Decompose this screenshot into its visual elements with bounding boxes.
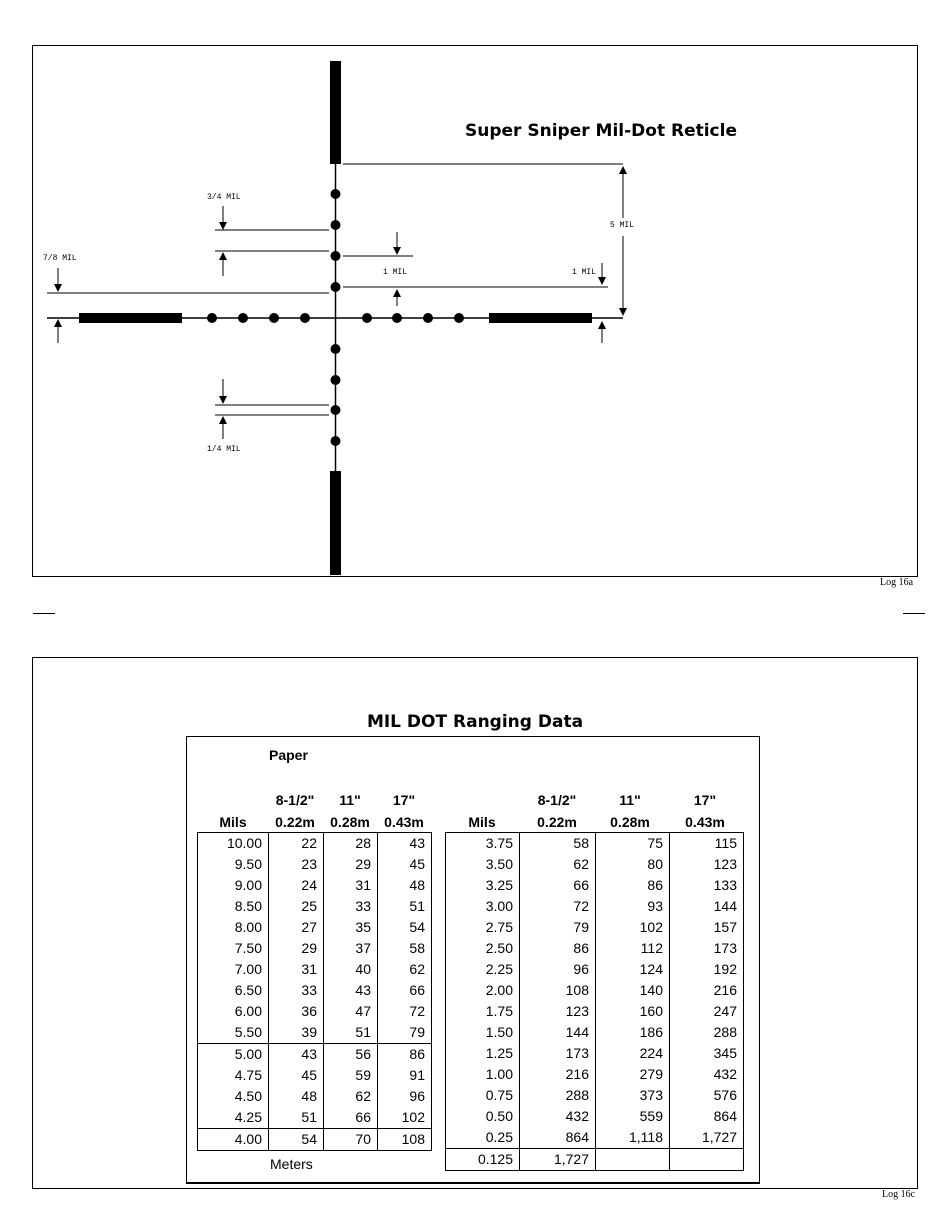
mils-cell: 3.00 [446,896,520,917]
range-cell: 173 [670,938,744,959]
reticle-diagram [33,46,917,576]
range-cell: 216 [670,980,744,1001]
table-row [446,854,744,875]
mils-cell: 7.50 [198,938,269,959]
range-cell: 108 [378,1129,432,1151]
mils-cell: 4.00 [198,1129,269,1151]
seven-eighths-mil-label: 7/8 MIL [43,254,77,263]
range-cell: 29 [269,938,324,959]
mils-cell: 9.50 [198,854,269,875]
range-cell: 40 [324,959,378,980]
table-row [198,1001,432,1022]
right-header-size1-in: 8-1/2" [537,792,577,808]
range-cell: 29 [324,854,378,875]
top-post [330,61,341,164]
dimension-arrowheads [54,166,627,424]
table-row [446,1106,744,1127]
mils-cell: 2.25 [446,959,520,980]
table-row [446,938,744,959]
bottom-post [330,471,341,575]
range-cell: 86 [378,1044,432,1066]
reticle-title: Super Sniper Mil-Dot Reticle [465,121,737,141]
range-cell: 70 [324,1129,378,1151]
range-cell: 96 [520,959,596,980]
range-cell: 51 [269,1107,324,1129]
range-cell: 25 [269,896,324,917]
mils-cell: 0.25 [446,1127,520,1149]
range-cell: 47 [324,1001,378,1022]
left-header-size2-m: 0.28m [330,814,370,830]
right-header-size3-m: 0.43m [685,814,725,830]
range-cell: 432 [670,1064,744,1085]
right-header-size1-m: 0.22m [537,814,577,830]
left-header-size3-m: 0.43m [384,814,424,830]
log-16c: Log 16c [882,1189,916,1200]
range-cell: 247 [670,1001,744,1022]
right-header-size2-m: 0.28m [610,814,650,830]
range-cell: 108 [520,980,596,1001]
range-cell: 35 [324,917,378,938]
range-cell: 79 [378,1022,432,1044]
range-cell: 1,727 [520,1149,596,1171]
range-cell: 115 [670,833,744,855]
mils-cell: 3.50 [446,854,520,875]
table-row [198,980,432,1001]
mils-cell: 8.00 [198,917,269,938]
range-cell: 27 [269,917,324,938]
range-cell: 43 [378,833,432,855]
range-cell: 79 [520,917,596,938]
mils-cell: 10.00 [198,833,269,855]
mils-cell: 1.50 [446,1022,520,1043]
range-cell: 23 [269,854,324,875]
table-row [446,1064,744,1085]
range-cell: 173 [520,1043,596,1064]
table-row [446,1127,744,1149]
range-cell: 86 [596,875,670,896]
range-cell: 123 [670,854,744,875]
left-header-size1-in: 8-1/2" [275,792,315,808]
range-cell: 133 [670,875,744,896]
range-cell [596,1149,670,1171]
range-cell: 43 [324,980,378,1001]
left-header-mils: Mils [219,814,247,830]
range-cell: 24 [269,875,324,896]
mils-cell: 6.50 [198,980,269,1001]
table-row [198,1086,432,1107]
range-cell: 160 [596,1001,670,1022]
range-cell: 86 [520,938,596,959]
table-row [198,875,432,896]
three-quarter-mil-label: 3/4 MIL [207,193,241,202]
separator-left [33,613,55,614]
right-ranging-table [445,832,744,1171]
table-row [446,875,744,896]
ranging-title: MIL DOT Ranging Data [366,712,584,732]
table-row [446,1022,744,1043]
range-cell: 75 [596,833,670,855]
range-cell: 62 [520,854,596,875]
range-cell: 28 [324,833,378,855]
left-ranging-table [197,832,432,1151]
range-cell: 559 [596,1106,670,1127]
mils-cell: 8.50 [198,896,269,917]
range-cell: 59 [324,1065,378,1086]
range-cell: 864 [520,1127,596,1149]
mils-cell: 0.125 [446,1149,520,1171]
range-cell: 66 [378,980,432,1001]
range-cell: 51 [324,1022,378,1044]
range-cell: 224 [596,1043,670,1064]
table-row [446,917,744,938]
left-header-size1-m: 0.22m [275,814,315,830]
range-cell: 91 [378,1065,432,1086]
range-cell: 279 [596,1064,670,1085]
range-cell: 58 [378,938,432,959]
range-cell: 288 [670,1022,744,1043]
range-cell: 345 [670,1043,744,1064]
range-cell: 102 [596,917,670,938]
table-row [446,833,744,855]
right-header-size2-in: 11" [619,792,641,808]
range-cell: 48 [269,1086,324,1107]
left-header-size2-in: 11" [339,792,361,808]
range-cell: 80 [596,854,670,875]
mils-cell: 2.00 [446,980,520,1001]
table-row [446,896,744,917]
range-cell: 37 [324,938,378,959]
table-row [198,917,432,938]
one-mil-right-label: 1 MIL [572,268,597,277]
range-cell: 1,727 [670,1127,744,1149]
right-header-mils: Mils [468,814,496,830]
meters-label: Meters [270,1156,313,1172]
paper-label: Paper [269,747,308,763]
range-cell: 48 [378,875,432,896]
mils-cell: 1.25 [446,1043,520,1064]
range-cell: 432 [520,1106,596,1127]
table-row [198,833,432,855]
range-cell: 45 [269,1065,324,1086]
range-cell: 66 [324,1107,378,1129]
mils-cell: 0.50 [446,1106,520,1127]
table-row [198,1065,432,1086]
mils-cell: 9.00 [198,875,269,896]
reticle-panel [32,45,918,577]
range-cell: 72 [378,1001,432,1022]
table-row [198,1022,432,1044]
range-cell: 1,118 [596,1127,670,1149]
range-cell: 62 [324,1086,378,1107]
mils-cell: 1.00 [446,1064,520,1085]
range-cell: 54 [378,917,432,938]
table-row [446,980,744,1001]
range-cell: 36 [269,1001,324,1022]
mils-cell: 3.75 [446,833,520,855]
table-row [198,938,432,959]
table-row [198,1107,432,1129]
mils-cell: 3.25 [446,875,520,896]
mils-cell: 2.75 [446,917,520,938]
range-cell: 33 [324,896,378,917]
table-row [446,959,744,980]
mils-cell: 4.25 [198,1107,269,1129]
range-cell: 186 [596,1022,670,1043]
range-cell: 62 [378,959,432,980]
range-cell: 39 [269,1022,324,1044]
mils-cell: 4.75 [198,1065,269,1086]
left-header-size3-in: 17" [392,792,416,808]
table-row [198,1129,432,1151]
range-cell: 31 [269,959,324,980]
range-cell: 72 [520,896,596,917]
five-mil-label: 5 MIL [610,221,635,230]
range-cell: 93 [596,896,670,917]
range-cell: 576 [670,1085,744,1106]
range-cell: 51 [378,896,432,917]
range-cell: 288 [520,1085,596,1106]
range-cell: 102 [378,1107,432,1129]
range-cell: 96 [378,1086,432,1107]
range-cell: 864 [670,1106,744,1127]
range-cell: 192 [670,959,744,980]
range-cell: 58 [520,833,596,855]
mils-cell: 1.75 [446,1001,520,1022]
mils-cell: 4.50 [198,1086,269,1107]
log-16a: Log 16a [880,577,914,588]
range-cell: 56 [324,1044,378,1066]
range-cell: 373 [596,1085,670,1106]
quarter-mil-label: 1/4 MIL [207,445,241,454]
mils-cell: 7.00 [198,959,269,980]
right-header-size3-in: 17" [693,792,717,808]
mils-cell: 2.50 [446,938,520,959]
mils-cell: 0.75 [446,1085,520,1106]
range-cell: 144 [670,896,744,917]
range-cell: 123 [520,1001,596,1022]
range-cell: 43 [269,1044,324,1066]
range-cell [670,1149,744,1171]
mils-cell: 5.00 [198,1044,269,1066]
ranging-panel [32,657,918,1189]
table-row [446,1043,744,1064]
range-cell: 54 [269,1129,324,1151]
table-row [446,1001,744,1022]
range-cell: 22 [269,833,324,855]
range-cell: 45 [378,854,432,875]
one-mil-center-label: 1 MIL [383,268,408,277]
table-row [446,1085,744,1106]
range-cell: 124 [596,959,670,980]
table-row [198,959,432,980]
range-cell: 157 [670,917,744,938]
table-row [446,1149,744,1171]
range-cell: 33 [269,980,324,1001]
table-row [198,1044,432,1066]
separator-right [903,613,925,614]
ranging-data-box [186,736,760,1184]
table-row [198,854,432,875]
range-cell: 140 [596,980,670,1001]
range-cell: 31 [324,875,378,896]
mils-cell: 6.00 [198,1001,269,1022]
table-row [198,896,432,917]
range-cell: 144 [520,1022,596,1043]
mils-cell: 5.50 [198,1022,269,1044]
range-cell: 66 [520,875,596,896]
range-cell: 112 [596,938,670,959]
range-cell: 216 [520,1064,596,1085]
